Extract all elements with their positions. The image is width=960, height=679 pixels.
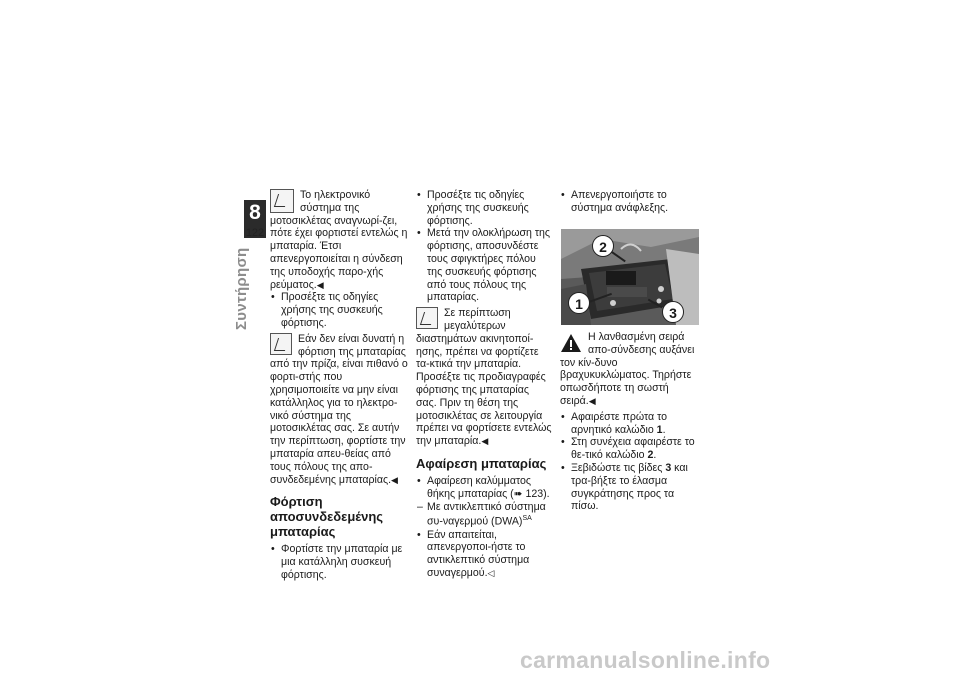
ref-number: 2	[647, 449, 654, 462]
note-battery-detect	[270, 189, 408, 291]
continue-mark: ◁	[487, 568, 495, 579]
callout-1: 1	[568, 292, 590, 314]
end-mark: ◀	[316, 279, 324, 290]
note-text: Σε περίπτωση μεγαλύτερων διαστημάτων ακινητοποί-ησης, πρέπει να φορτίζετε τα-κτικά την μπαταρία. Προσέξτε τις προδιαγραφές φόρτισης της μπαταρίας σας. Πριν τη θέση της μοτοσικλέτας σε λειτουργία πρέπει να φορτίσετε εντελώς την μπαταρία.	[416, 307, 552, 448]
list-item: • Ξεβιδώστε τις βίδες 3 και τρα-βήξτε το έλασμα συγκράτησης προς τα πίσω.	[560, 462, 700, 513]
warning-icon	[560, 332, 582, 354]
note-storage	[416, 307, 552, 448]
heading-charge-disconnected: Φόρτιση αποσυνδεδεμένης μπαταρίας	[270, 494, 384, 540]
ref-number: 3	[665, 461, 672, 474]
column-3	[560, 189, 700, 215]
watermark: carmanualsonline.info	[520, 647, 771, 673]
column-3-lower	[560, 331, 700, 513]
chapter-number: 8	[249, 201, 261, 224]
list-item: • Αφαίρεση καλύμματος θήκης μπαταρίας (➠ 123).	[416, 475, 552, 501]
end-mark: ◀	[588, 395, 596, 406]
list-item: • Μετά την ολοκλήρωση της φόρτισης, αποσυνδέστε τους σφιγκτήρες πόλου της συσκευής φόρτισης από τους πόλους της μπαταρίας.	[416, 227, 552, 304]
list-item-text: Εάν απαιτείται, απενεργοποι-ήστε το αντικλεπτικό σύστημα συναγερμού.	[427, 528, 530, 580]
column-1	[270, 189, 408, 582]
list-item-dash	[416, 501, 552, 529]
section-title: Συντήρηση	[233, 247, 250, 330]
note-charger	[270, 333, 408, 487]
callout-2: 2	[592, 235, 614, 257]
page-number: 122	[245, 227, 265, 239]
ref-number: 1	[656, 423, 663, 436]
battery-photo	[561, 229, 699, 325]
warning-text: Η λανθασμένη σειρά απο-σύνδεσης αυξάνει τον κίν-δυνο βραχυκυκλώματος. Τηρήστε οπωσδήποτε τη σωστή σειρά.	[560, 331, 695, 407]
list-item: • Φορτίστε την μπαταρία με μια κατάλληλη συσκευή φόρτισης.	[270, 543, 408, 581]
column-2	[416, 189, 552, 580]
callout-3: 3	[662, 301, 684, 323]
list-item: • Στη συνέχεια αφαιρέστε το θε-τικό καλώδιο 2.	[560, 436, 700, 462]
warning-note	[560, 331, 700, 408]
end-mark: ◀	[481, 436, 489, 447]
note-icon	[270, 189, 294, 213]
list-item	[416, 529, 552, 580]
end-mark: ◀	[391, 474, 398, 485]
list-item: • Προσέξτε τις οδηγίες χρήσης της συσκευής φόρτισης.	[416, 189, 552, 227]
note-text: Εάν δεν είναι δυνατή η φόρτιση της μπαταρίας από την πρίζα, είναι πιθανό ο φορτι-στής που χρησιμοποιείτε να μην είναι κατάλληλος για το ηλεκτρο-νικό σύστημα της μοτοσικλέτας σας. Σε αυτήν την περίπτωση, φορτίστε την μπαταρία απευ-θείας από τους πόλους της απο-συνδεδεμένης μπαταρίας.	[270, 332, 408, 486]
heading-remove-battery: Αφαίρεση μπαταρίας	[416, 455, 547, 471]
sa-superscript: SA	[522, 515, 532, 523]
dash-text: Με αντικλεπτικό σύστημα συ-ναγερμού (DWA)	[427, 500, 546, 528]
note-icon	[270, 333, 292, 355]
list-item: • Απενεργοποιήστε το σύστημα ανάφλεξης.	[560, 189, 700, 215]
list-item: • Προσέξτε τις οδηγίες χρήσης της συσκευής φόρτισης.	[270, 291, 408, 329]
list-item: • Αφαιρέστε πρώτα το αρνητικό καλώδιο 1.	[560, 411, 700, 437]
note-text: Το ηλεκτρονικό σύστημα της μοτοσικλέτας αναγνωρί-ζει, πότε έχει φορτιστεί εντελώς η μπαταρία. Έτσι απενεργοποιείται η σύνδεση της υποδοχής παρο-χής ρεύματος.	[270, 189, 408, 291]
note-icon	[416, 307, 438, 329]
